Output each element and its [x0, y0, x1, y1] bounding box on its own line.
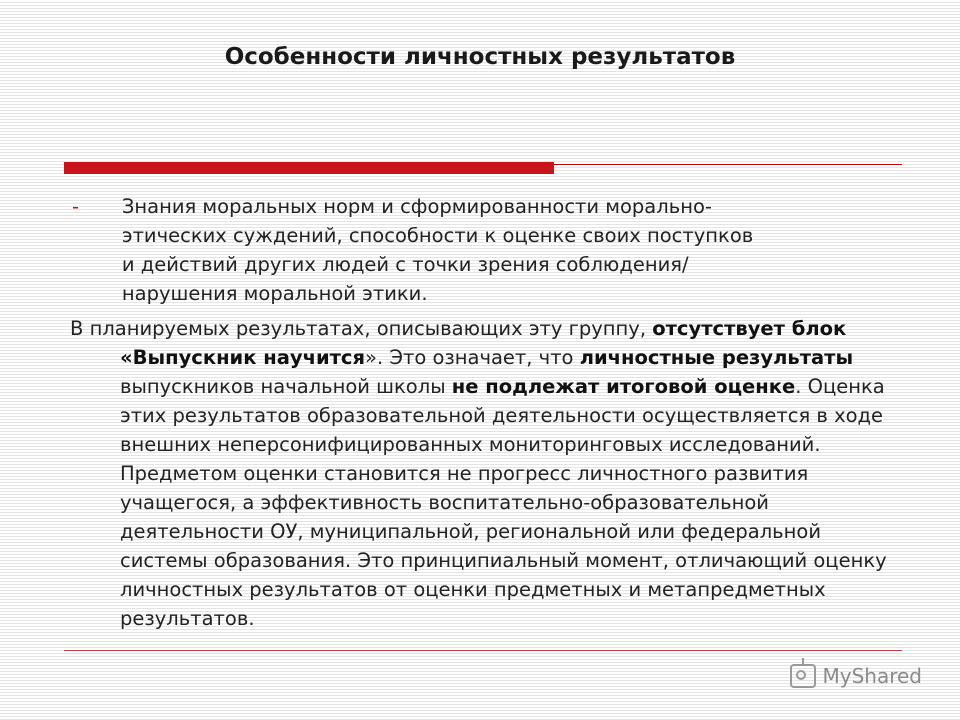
slide-content — [70, 192, 890, 633]
myshared-logo-icon — [790, 664, 816, 688]
bullet-line: и действий других людей с точки зрения соблюдения/ — [121, 253, 689, 276]
bullet-line: этических суждений, способности к оценке своих поступков — [121, 224, 754, 247]
paragraph-text: выпускников начальной школы — [120, 375, 452, 398]
footer-divider — [64, 650, 902, 651]
bullet-marker: - — [72, 195, 80, 218]
bullet-line: нарушения моральной этики. — [121, 282, 428, 305]
paragraph-emphasis: отсутствует блок «Выпускник научится — [120, 317, 847, 369]
paragraph-emphasis: личностные результаты — [579, 346, 854, 369]
bullet-line: Знания моральных норм и сформированности морально- — [121, 195, 712, 218]
slide-title: Особенности личностных результатов — [224, 44, 736, 70]
paragraph-text: В планируемых результатах, описывающих эту группу, — [70, 317, 653, 340]
bullet-text — [122, 192, 890, 308]
bullet-item — [70, 192, 890, 308]
body-paragraph — [70, 314, 890, 633]
title-divider-thick — [64, 162, 554, 174]
watermark-text: MyShared — [822, 664, 922, 688]
paragraph-text: . Оценка этих результатов образовательной деятельности осуществляется в ходе внешних неперсонифицированных мониторинговых исследований. Предметом оценки становится не прогресс личностного развития учащегося, а эффективность воспитательно-образовательной деятельности ОУ, муниципальной, региональной или федеральной системы образования. Это принципиальный момент, отличающий оценку личностных результатов от оценки предметных и метапредметных результатов. — [120, 375, 887, 630]
watermark — [790, 660, 922, 692]
paragraph-emphasis: не подлежат итоговой оценке — [451, 375, 796, 398]
paragraph-text: ». Это означает, что — [365, 346, 580, 369]
